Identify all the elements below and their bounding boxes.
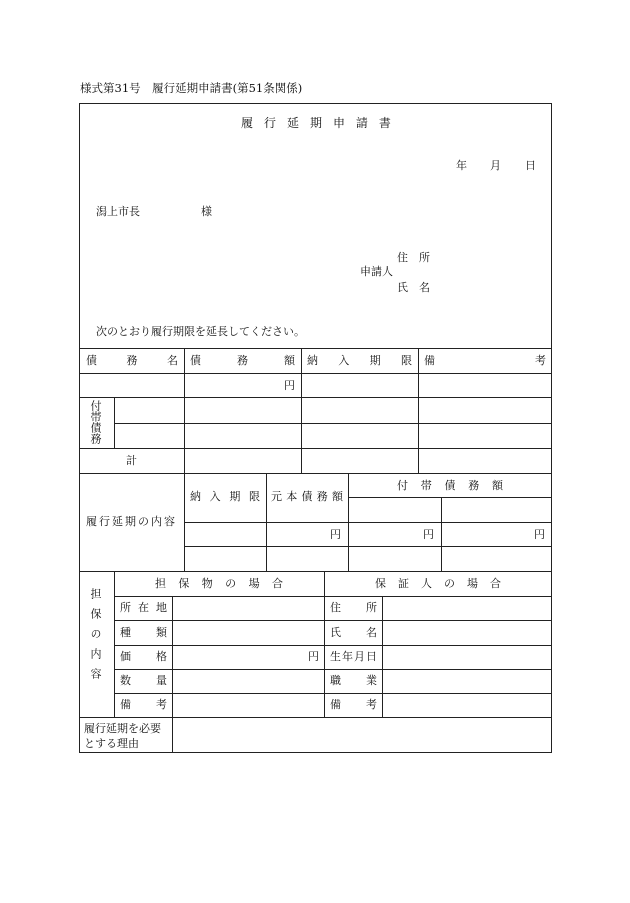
extension-label: 履行延期の内容 bbox=[86, 515, 177, 528]
date-year-label: 年 bbox=[456, 159, 467, 172]
yen-attached-1: 円 bbox=[423, 528, 434, 541]
date-day-label: 日 bbox=[525, 159, 536, 172]
security-vertical-label: 担保の内容 bbox=[89, 588, 102, 688]
header-debt-name: 債 務 名 bbox=[86, 354, 178, 367]
yen-attached-2: 円 bbox=[534, 528, 545, 541]
collateral-header: 担 保 物 の 場 合 bbox=[155, 577, 283, 590]
extension-deadline: 納 入 期 限 bbox=[190, 490, 260, 503]
collateral-row-type: 種 類 bbox=[120, 626, 167, 639]
collateral-row-quantity: 数 量 bbox=[120, 674, 167, 687]
header-deadline: 納 入 期 限 bbox=[307, 354, 412, 367]
collateral-price-yen: 円 bbox=[308, 650, 319, 663]
addressee-name: 潟上市長 bbox=[96, 205, 140, 218]
guarantor-row-remarks: 備 考 bbox=[330, 698, 377, 711]
form-title: 履 行 延 期 申 請 書 bbox=[241, 116, 391, 130]
guarantor-row-occupation: 職 業 bbox=[330, 674, 377, 687]
collateral-row-price: 価 格 bbox=[120, 650, 167, 663]
debt-amount-yen: 円 bbox=[284, 379, 295, 392]
form-number-label: 様式第31号 履行延期申請書(第51条関係) bbox=[80, 81, 303, 95]
attached-debt-label: 付帯債務 bbox=[89, 400, 102, 444]
applicant-label: 申請人 bbox=[360, 265, 393, 278]
reason-label-line1: 履行延期を必要 bbox=[84, 722, 161, 735]
guarantor-header: 保 証 人 の 場 合 bbox=[375, 577, 501, 590]
applicant-name-label: 氏 名 bbox=[397, 281, 430, 294]
header-debt-amount: 債 務 額 bbox=[190, 354, 295, 367]
header-remarks: 備 考 bbox=[424, 354, 546, 367]
collateral-row-location: 所 在 地 bbox=[120, 601, 167, 614]
total-label: 計 bbox=[126, 454, 137, 467]
guarantor-row-name: 氏 名 bbox=[330, 626, 377, 639]
applicant-address-label: 住 所 bbox=[397, 251, 430, 264]
yen-principal: 円 bbox=[330, 528, 341, 541]
request-text: 次のとおり履行期限を延長してください。 bbox=[96, 325, 305, 338]
guarantor-row-address: 住 所 bbox=[330, 601, 377, 614]
collateral-row-remarks: 備 考 bbox=[120, 698, 167, 711]
guarantor-row-birthdate: 生 年 月 日 bbox=[330, 650, 377, 663]
extension-principal: 元 本 債 務 額 bbox=[271, 490, 343, 503]
reason-label-line2: とする理由 bbox=[84, 737, 139, 750]
addressee-honorific: 様 bbox=[201, 205, 212, 218]
date-month-label: 月 bbox=[490, 159, 501, 172]
extension-attached: 付 帯 債 務 額 bbox=[397, 479, 503, 492]
